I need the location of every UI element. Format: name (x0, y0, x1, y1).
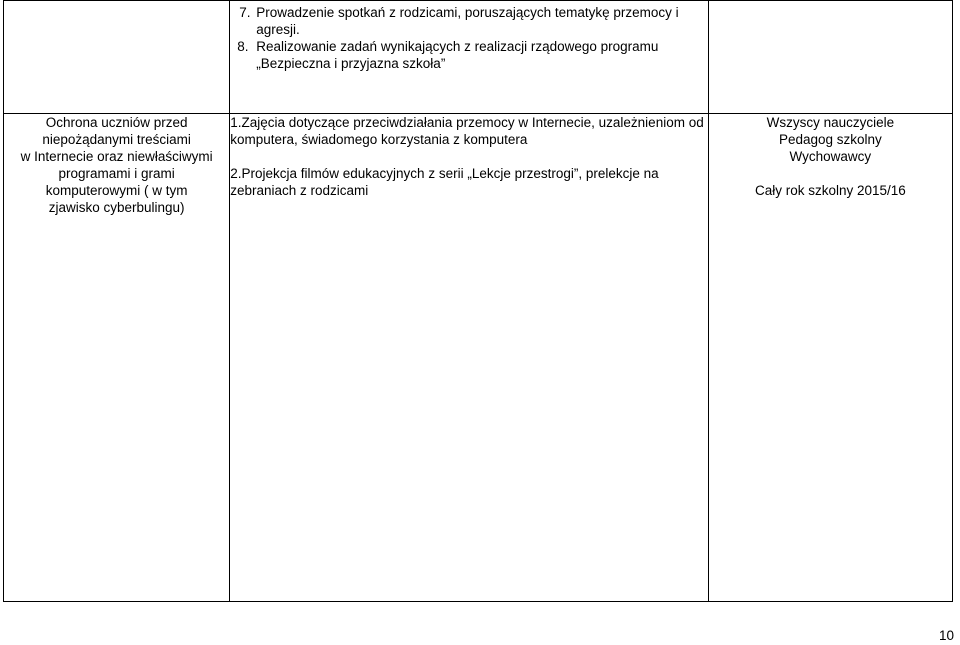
goal-line: Ochrona uczniów przed (45, 115, 188, 130)
list-item-number: 8. (237, 39, 249, 54)
goal-line: niepożądanymi treściami (42, 132, 191, 147)
page-number: 10 (938, 628, 954, 643)
goal-line: komputerowymi ( w tym (45, 183, 188, 198)
list-item-text: Prowadzenie spotkań z rodzicami, poruszających tematykę przemocy i agresji. (256, 5, 679, 37)
list-item (230, 38, 708, 72)
list-item (230, 4, 708, 38)
responsible-cell (708, 114, 952, 602)
tasks-cell (230, 114, 709, 602)
list-item-number: 7. (239, 5, 251, 20)
task-item: 2.Projekcja filmów edukacyjnych z serii „Lekcje przestrogi”, prelekcje na zebraniach z rodzicami (230, 166, 659, 198)
goal-line: programami i grami (58, 166, 175, 181)
tasks-continuation-cell (230, 1, 709, 114)
responsible-person: Wszyscy nauczyciele (766, 115, 895, 130)
task-item: 1.Zajęcia dotyczące przeciwdziałania przemocy w Internecie, uzależnieniom od komputera, świadomego korzystania z komputera (230, 115, 704, 147)
table-row (4, 1, 953, 114)
goal-line: w Internecie oraz niewłaściwymi (20, 149, 213, 164)
responsible-person: Wychowawcy (789, 149, 872, 164)
empty-cell (708, 1, 952, 114)
responsible-person: Pedagog szkolny (778, 132, 882, 147)
numbered-list (230, 4, 708, 72)
goal-cell (4, 114, 230, 602)
list-item-text: Realizowanie zadań wynikających z realizacji rządowego programu „Bezpieczna i przyjazna szkoła” (256, 39, 659, 71)
empty-cell (4, 1, 230, 114)
program-table (3, 0, 953, 602)
table-row (4, 114, 953, 602)
timeframe: Cały rok szkolny 2015/16 (754, 183, 906, 198)
goal-line: zjawisko cyberbulingu) (48, 200, 185, 215)
